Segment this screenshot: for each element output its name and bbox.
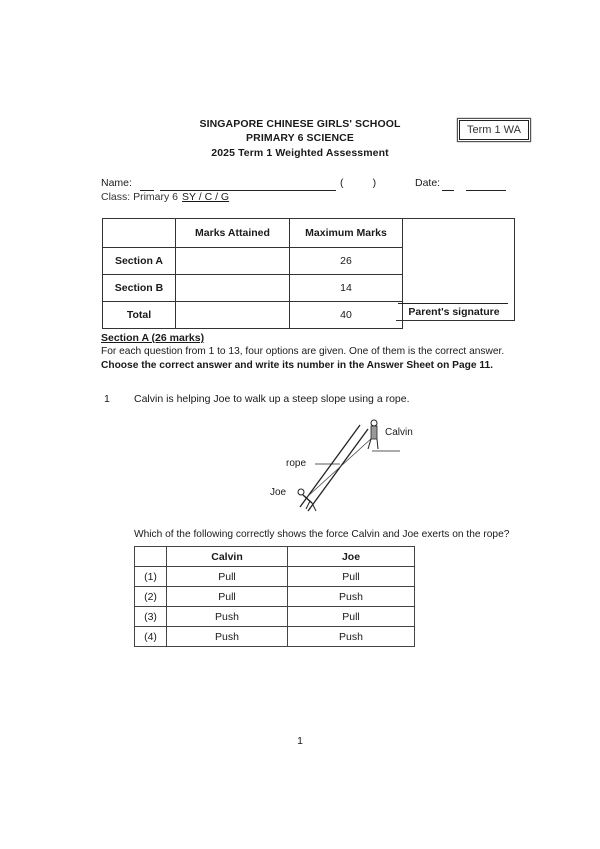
class-label: Class: Primary 6: [101, 191, 179, 203]
option-row[interactable]: [135, 587, 415, 607]
class-options: SY / C / G: [182, 191, 230, 203]
option-calvin: Pull: [167, 567, 288, 587]
date-label: Date:: [415, 177, 441, 189]
assessment-title: 2025 Term 1 Weighted Assessment: [211, 147, 389, 159]
question-prompt: Which of the following correctly shows the force Calvin and Joe exerts on the rope?: [134, 529, 510, 540]
signature-line: [398, 303, 508, 304]
joe-figure: [298, 489, 316, 511]
signature-label: Parent's signature: [408, 306, 500, 318]
max-section-b: 14: [290, 275, 403, 302]
max-total: 40: [290, 302, 403, 329]
options-header-joe: Joe: [288, 547, 415, 567]
option-joe: Pull: [288, 607, 415, 627]
options-header-blank: [135, 547, 167, 567]
option-number: (2): [135, 587, 167, 607]
name-label: Name:: [101, 177, 132, 189]
calvin-figure: [368, 420, 378, 449]
option-calvin: Push: [167, 627, 288, 647]
section-a-instruction: For each question from 1 to 13, four options are given. One of them is the correct answer.: [101, 346, 505, 357]
page-number: 1: [297, 735, 303, 747]
marks-header-attained: Marks Attained: [176, 219, 290, 248]
attained-total[interactable]: [176, 302, 290, 329]
row-label-section-b: Section B: [103, 275, 176, 302]
option-number: (1): [135, 567, 167, 587]
option-joe: Push: [288, 627, 415, 647]
rope-line: [307, 437, 373, 497]
options-table: [134, 546, 415, 647]
label-calvin: Calvin: [385, 427, 413, 438]
option-number: (4): [135, 627, 167, 647]
marks-table: [102, 218, 403, 329]
label-joe: Joe: [270, 487, 287, 498]
section-a-instruction-bold: Choose the correct answer and write its number in the Answer Sheet on Page 11.: [101, 360, 493, 371]
label-rope: rope: [286, 458, 307, 469]
max-section-a: 26: [290, 248, 403, 275]
option-row[interactable]: [135, 627, 415, 647]
options-header-calvin: Calvin: [167, 547, 288, 567]
row-label-total: Total: [103, 302, 176, 329]
question-text: Calvin is helping Joe to walk up a steep slope using a rope.: [134, 393, 410, 405]
slope-line-lower: [308, 429, 368, 511]
school-name: SINGAPORE CHINESE GIRLS' SCHOOL: [199, 118, 401, 130]
option-joe: Push: [288, 587, 415, 607]
option-calvin: Push: [167, 607, 288, 627]
option-joe: Pull: [288, 567, 415, 587]
marks-header-blank: [103, 219, 176, 248]
option-row[interactable]: [135, 567, 415, 587]
subject-level: PRIMARY 6 SCIENCE: [246, 132, 354, 144]
date-field-short[interactable]: [442, 190, 454, 191]
marks-header-max: Maximum Marks: [290, 219, 403, 248]
row-label-section-a: Section A: [103, 248, 176, 275]
date-field[interactable]: [466, 190, 506, 191]
option-row[interactable]: [135, 607, 415, 627]
attained-section-b[interactable]: [176, 275, 290, 302]
term-tag: Term 1 WA: [459, 120, 529, 140]
attained-section-a[interactable]: [176, 248, 290, 275]
option-number: (3): [135, 607, 167, 627]
question-number: 1: [104, 393, 110, 405]
register-number-field[interactable]: ( ): [340, 177, 377, 189]
section-a-title: Section A (26 marks): [101, 332, 205, 344]
option-calvin: Pull: [167, 587, 288, 607]
